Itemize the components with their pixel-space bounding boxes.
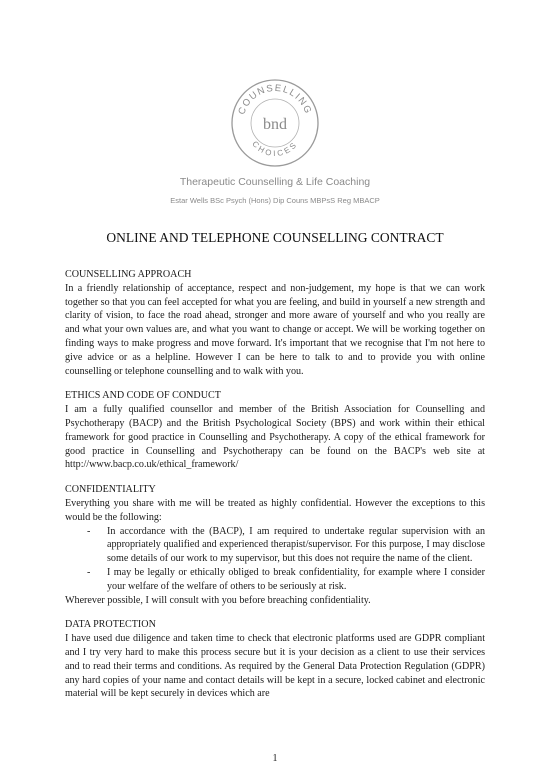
practitioner-credentials: Estar Wells BSc Psych (Hons) Dip Couns MBPsS Reg MBACP <box>170 196 380 205</box>
list-item <box>65 566 485 594</box>
confidentiality-intro: Everything you share with me will be treated as highly confidential. However the exceptions to this would be the following: <box>65 497 485 523</box>
logo-top-text: COUNSELLING <box>236 82 314 117</box>
section-heading-ethics: ETHICS AND CODE OF CONDUCT <box>65 390 221 402</box>
page-number: 1 <box>272 753 278 764</box>
section-text-ethics: I am a fully qualified counsellor and member of the British Association for Counselling and Psychotherapy (BACP) and the British Psychological Society (BPS) and work within their ethical framework for good practice in Counselling and Psychotherapy. A copy of the ethical framework for good practice in Counselling and Psychotherapy can be found on the BACP's web site at http://www.bacp.co.uk/ethical_framework/ <box>65 404 485 471</box>
section-heading-approach: COUNSELLING APPROACH <box>65 269 192 280</box>
document-title: ONLINE AND TELEPHONE COUNSELLING CONTRACT <box>106 230 444 245</box>
logo-mark: bnd <box>263 116 287 133</box>
section-text-data-protection: I have used due diligence and taken time to check that electronic platforms used are GDPR compliant and I try very hard to make this process secure but it is your decision as a client to use their services and to read their terms and conditions. As required by the General Data Protection Regulation (GDPR) any hard copies of your name and contact details will be kept in a secure, locked cabinet and electronic material will be kept securely in devices which are <box>65 633 485 700</box>
section-text-approach: In a friendly relationship of acceptance, respect and non-judgement, my hope is that we can work together so that you can feel accepted for what you are feeling, and build in yourself a new strength and clarity of vision, to face the road ahead, stronger and more aware of yourself and who you really are and what your own values are, and what you want to change or accept. We will be working together on finding ways to make progress and move forward. It's important that we recognise that I'm not here to give advice or as a helpline. However I can be here to talk to and to provide you with online counselling or telephone counselling and to walk with you. <box>65 282 485 377</box>
counselling-choices-logo <box>230 78 320 168</box>
section-heading-confidentiality: CONFIDENTIALITY <box>65 484 156 496</box>
tagline: Therapeutic Counselling & Life Coaching <box>179 176 371 188</box>
list-item-text: I may be legally or ethically obliged to break confidentiality, for example where I consider your welfare of the welfare of others to be seriously at risk. <box>107 566 485 592</box>
list-item <box>65 525 485 566</box>
confidentiality-exceptions-list <box>65 525 485 594</box>
bullet-dash: - <box>87 525 91 537</box>
bullet-dash: - <box>87 566 91 578</box>
document-body <box>65 268 485 701</box>
list-item-text: In accordance with the (BACP), I am required to undertake regular supervision with an appropriately qualified and experienced therapist/supervisor. For this purpose, I may disclose some details of our work to my supervisor, but this does not require the name of the client. <box>107 525 485 565</box>
confidentiality-outro: Wherever possible, I will consult with you before breaching confidentiality. <box>65 594 371 606</box>
logo-bottom-text: CHOICES <box>250 139 300 159</box>
section-heading-data-protection: DATA PROTECTION <box>65 619 156 631</box>
